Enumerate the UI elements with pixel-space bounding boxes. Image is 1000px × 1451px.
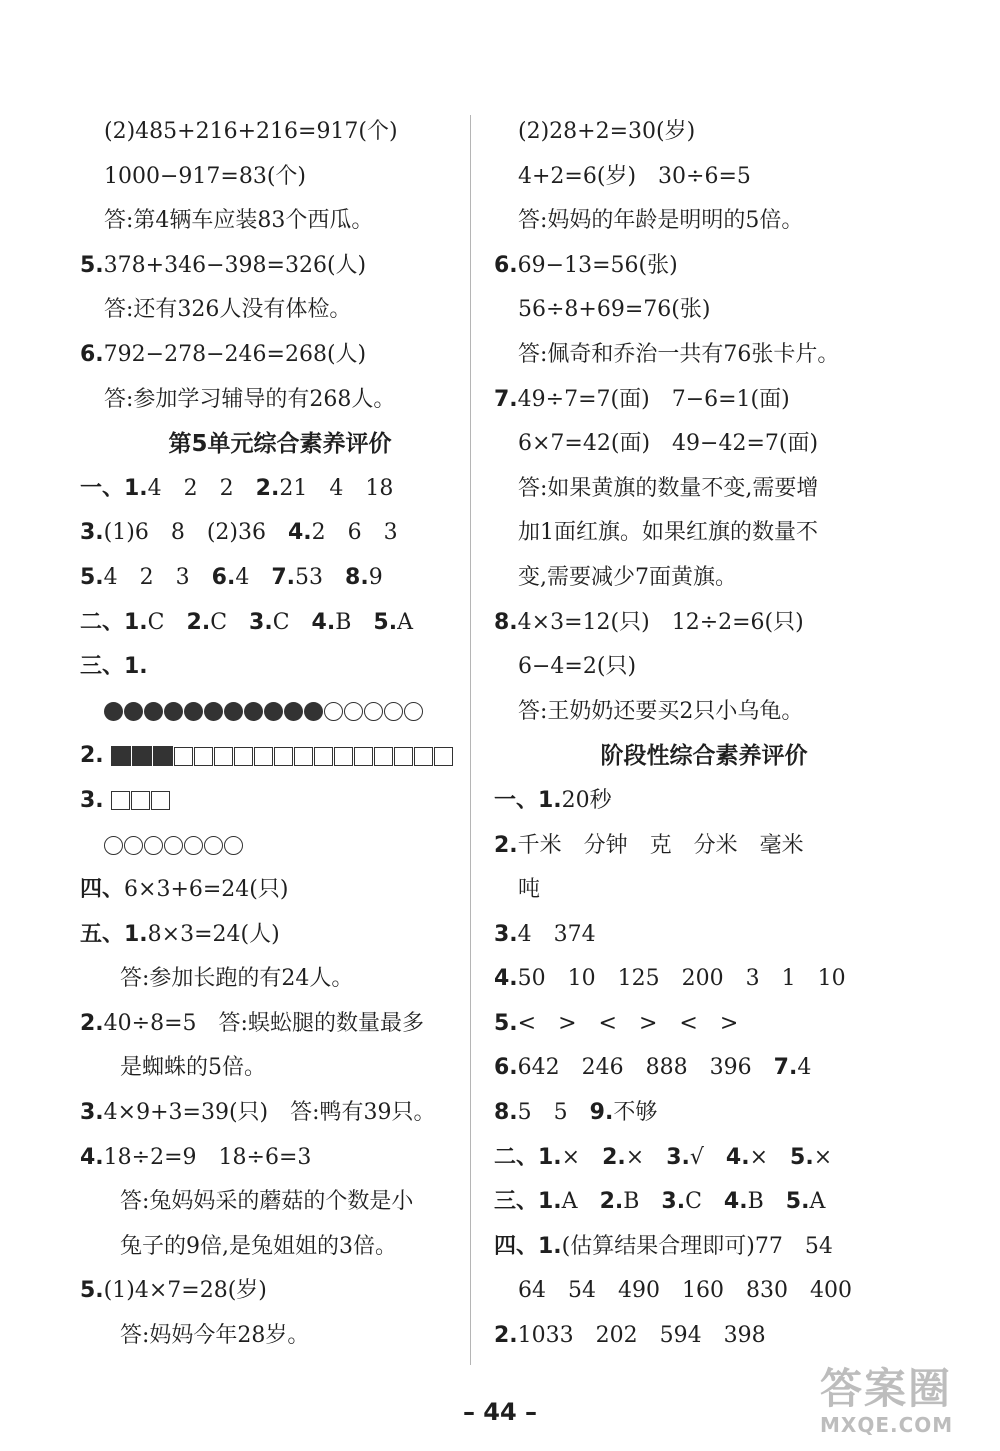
answer-line [494,1225,914,1270]
answer-text: 49÷7=7(面) 7−6=1(面) [517,386,790,412]
answer-text: 吨 [518,877,541,903]
empty-square-icon [254,747,273,766]
question-number: 5. [785,1189,810,1215]
answer-line [494,1314,914,1359]
question-number: 5. [80,1278,104,1304]
answer-text: 答:还有326人没有体检。 [104,297,352,323]
question-number: 4. [725,1144,750,1170]
question-number: 7. [494,386,518,412]
answer-line [494,1136,914,1181]
question-number: 二、1. [494,1144,562,1170]
answer-text: (2)28+2=30(岁) [518,119,696,144]
question-number: 6. [494,252,518,278]
answer-line [80,1225,480,1270]
answer-line [80,1314,480,1359]
question-number: 4. [494,966,518,992]
question-number: 2. [255,475,280,501]
question-number: 3. [80,1100,104,1126]
empty-square-icon [414,747,433,766]
answer-text: 是蜘蛛的5倍。 [120,1055,266,1081]
filled-circle-icon [124,702,143,721]
answer-text: 4 374 [517,921,596,947]
answer-text: 642 246 888 396 [517,1055,774,1081]
question-number: 3. [661,1189,686,1215]
empty-square-icon [374,747,393,766]
question-number: 四、 [80,877,125,903]
answer-text: 1033 202 594 398 [517,1323,766,1349]
answer-line [494,199,914,244]
question-number: 6. [494,1055,518,1081]
empty-square-icon [394,747,413,766]
answer-line [494,155,914,200]
answer-line [494,690,914,735]
empty-square-icon [334,747,353,766]
answer-line [80,1180,480,1225]
empty-circle-icon [384,702,403,721]
filled-circle-icon [104,702,123,721]
filled-circle-icon [304,702,323,721]
filled-circle-icon [204,702,223,721]
answer-text: 1000−917=83(个) [104,163,307,189]
empty-square-icon [354,747,373,766]
question-number: 8. [345,564,369,590]
answer-line [494,110,914,155]
answer-line [80,1269,480,1314]
question-number: 4. [723,1189,748,1215]
circles-row [80,690,480,735]
answer-text: 5 5 [517,1100,590,1126]
empty-square-icon [151,791,170,810]
answer-text: 40÷8=5 答:蜈蚣腿的数量最多 [103,1010,424,1036]
answer-text: 变,需要减少7面黄旗。 [518,564,737,590]
question-number: 2. [602,1144,626,1170]
question-number: 4. [311,609,336,635]
answer-line [80,1046,480,1091]
answer-line [494,467,914,512]
section-heading-stage: 阶段性综合素养评价 [600,743,808,770]
question-number: 5. [373,609,398,635]
left-column [80,110,480,1359]
empty-circle-icon [144,836,163,855]
empty-square-icon [131,791,150,810]
answer-line [494,556,914,601]
answer-text: B [335,609,374,635]
answer-text: 答:第4辆车应装83个西瓜。 [104,208,374,234]
answer-line [494,779,914,824]
empty-square-icon [214,747,233,766]
circles-row-3 [80,824,480,869]
question-number: 7. [271,564,296,590]
answer-text: 4+2=6(岁) 30÷6=5 [518,163,751,189]
answer-line [80,378,480,423]
answer-text: 答:妈妈今年28岁。 [120,1323,310,1349]
answer-text: A [397,609,413,635]
answer-text: 53 [295,564,346,590]
answer-text: 6×7=42(面) 49−42=7(面) [518,431,819,457]
question-number: 8. [494,609,518,635]
answer-text: 6−4=2(只) [518,654,637,680]
question-number: 4. [80,1144,104,1170]
answer-line [80,244,480,289]
answer-text: 答:参加学习辅导的有268人。 [104,386,396,412]
answer-text: × [561,1144,603,1170]
answer-text: 2 6 3 [311,520,398,546]
question-number: 3. [80,787,104,813]
answer-text: C [147,609,187,635]
answer-text: 8×3=24(人) [147,921,280,947]
answer-text: B [747,1189,786,1215]
question-number: 2. [599,1189,624,1215]
watermark-text: 答案圈 [820,1364,953,1413]
answer-line [494,824,914,869]
answer-text: × [813,1144,833,1170]
answer-text: 答:如果黄旗的数量不变,需要增 [518,475,819,501]
section-heading-unit5: 第5单元综合素养评价 [168,431,392,458]
answer-line [80,199,480,244]
watermark-url: MXQE.COM [820,1413,954,1437]
filled-circle-icon [264,702,283,721]
answer-text: 答:王奶奶还要买2只小乌龟。 [518,698,804,724]
watermark-logo [820,1365,990,1445]
empty-circle-icon [364,702,383,721]
filled-circle-icon [184,702,203,721]
question-number: 4. [288,520,312,546]
empty-square-icon [174,747,193,766]
empty-square-icon [314,747,333,766]
question-number: 6. [80,341,104,367]
question-number: 2. [80,1010,104,1036]
empty-square-icon [274,747,293,766]
answer-line [80,467,480,512]
answer-text: 9 [368,564,383,590]
question-number: 3. [666,1144,690,1170]
answer-text: A [561,1189,600,1215]
filled-square-icon [132,746,152,766]
squares-row [80,734,480,779]
answer-text: 4 2 2 [147,475,256,501]
squares-figure [111,746,453,766]
answer-line [494,868,914,913]
answer-line [80,288,480,333]
empty-circle-icon [344,702,363,721]
answer-line [80,913,480,958]
question-number: 3. [249,609,273,635]
answer-text: 4 2 3 [103,564,212,590]
question-number: 5. [80,252,104,278]
answer-text: (估算结果合理即可)77 54 [561,1233,833,1259]
squares-row-3 [80,779,480,824]
right-column [494,110,914,1359]
answer-text: 4 [797,1055,812,1081]
answer-text: 加1面红旗。如果红旗的数量不 [518,520,818,546]
answer-line [494,1046,914,1091]
answer-text: 69−13=56(张) [517,252,678,278]
answer-line [494,913,914,958]
question-number: 一、1. [494,787,562,813]
filled-square-icon [111,746,131,766]
question-number: 7. [773,1055,798,1081]
answer-text: B [623,1189,662,1215]
answer-line [494,333,914,378]
empty-square-icon [111,791,130,810]
empty-square-icon [194,747,213,766]
question-number: 5. [494,1010,518,1036]
three-squares-figure [111,791,170,810]
answer-line [494,957,914,1002]
answer-text: (1)4×7=28(岁) [103,1278,267,1304]
answer-line [494,422,914,467]
answer-text: 4 [235,564,272,590]
answer-text: C [272,609,312,635]
answer-line [494,1269,914,1314]
question-number: 8. [494,1100,518,1126]
answer-text: 6×3+6=24(只) [124,877,289,903]
answer-line [80,1091,480,1136]
empty-circle-icon [404,702,423,721]
answer-text: 答:妈妈的年龄是明明的5倍。 [518,208,804,234]
answer-text: × [625,1144,667,1170]
answer-text: 4×3=12(只) 12÷2=6(只) [517,609,804,635]
empty-circle-icon [224,836,243,855]
answer-line [80,1002,480,1047]
answer-line [80,333,480,378]
answer-text: 792−278−246=268(人) [103,341,367,367]
answer-text: 4×9+3=39(只) 答:鸭有39只。 [103,1100,436,1126]
answer-text: 64 54 490 160 830 400 [518,1278,852,1304]
question-number: 2. [494,1323,518,1349]
answer-line [80,511,480,556]
filled-circle-icon [244,702,263,721]
question-number: 五、1. [80,921,148,947]
answer-line [80,957,480,1002]
seven-circles-figure [104,836,243,855]
answer-text: 50 10 125 200 3 1 10 [517,966,846,992]
empty-square-icon [434,747,453,766]
question-number: 2. [494,832,518,858]
answer-text: < > < > < > [517,1010,739,1036]
question-number: 3. [494,921,518,947]
filled-circle-icon [224,702,243,721]
empty-circle-icon [104,836,123,855]
answer-line [80,868,480,913]
answer-line [494,511,914,556]
answer-line [494,601,914,646]
answer-text: 18÷2=9 18÷6=3 [103,1144,312,1170]
answer-text: 56÷8+69=76(张) [518,297,711,323]
circles-figure [104,702,423,721]
empty-circle-icon [324,702,343,721]
filled-circle-icon [144,702,163,721]
answer-line [494,1002,914,1047]
answer-text: (1)6 8 (2)36 [103,520,288,546]
answer-text: 21 4 18 [279,475,394,501]
empty-square-icon [234,747,253,766]
empty-circle-icon [184,836,203,855]
filled-circle-icon [284,702,303,721]
answer-text: 答:兔妈妈采的蘑菇的个数是小 [120,1189,414,1215]
answer-line [80,601,480,646]
question-number: 6. [211,564,236,590]
answer-text: C [210,609,250,635]
empty-square-icon [294,747,313,766]
question-number: 2. [80,743,104,769]
question-number: 5. [80,564,104,590]
question-number: 四、1. [494,1233,562,1259]
answer-text: 兔子的9倍,是兔姐姐的3倍。 [120,1233,397,1259]
answer-text: 千米 分钟 克 分米 毫米 [517,832,804,858]
answer-text: 答:佩奇和乔治一共有76张卡片。 [518,341,840,367]
answer-line [80,1136,480,1181]
answer-text: √ [689,1144,726,1170]
filled-circle-icon [164,702,183,721]
question-number: 二、1. [80,609,148,635]
answer-line [494,378,914,423]
answer-line [80,556,480,601]
answer-line [494,1091,914,1136]
question-number: 一、1. [80,475,148,501]
question-number: 3. [80,520,104,546]
answer-line [494,288,914,333]
empty-circle-icon [124,836,143,855]
filled-square-icon [153,746,173,766]
question-number: 三、1. [80,654,148,680]
question-number: 5. [790,1144,814,1170]
empty-circle-icon [204,836,223,855]
answer-line [494,645,914,690]
question-number: 2. [186,609,211,635]
answer-line [494,244,914,289]
answer-text: 20秒 [561,787,612,813]
empty-circle-icon [164,836,183,855]
question-number: 9. [589,1100,614,1126]
answer-line [80,645,480,690]
answer-line [80,155,480,200]
answer-text: 答:参加长跑的有24人。 [120,966,354,992]
question-number: 三、1. [494,1189,562,1215]
answer-text: × [749,1144,791,1170]
answer-text: C [685,1189,724,1215]
answer-line [494,1180,914,1225]
answer-text: A [809,1189,826,1215]
answer-line [80,110,480,155]
page-number: – 44 – [462,1398,538,1426]
answer-text: (2)485+216+216=917(个) [104,119,398,144]
answer-text: 不够 [613,1100,658,1126]
answer-text: 378+346−398=326(人) [103,252,367,278]
